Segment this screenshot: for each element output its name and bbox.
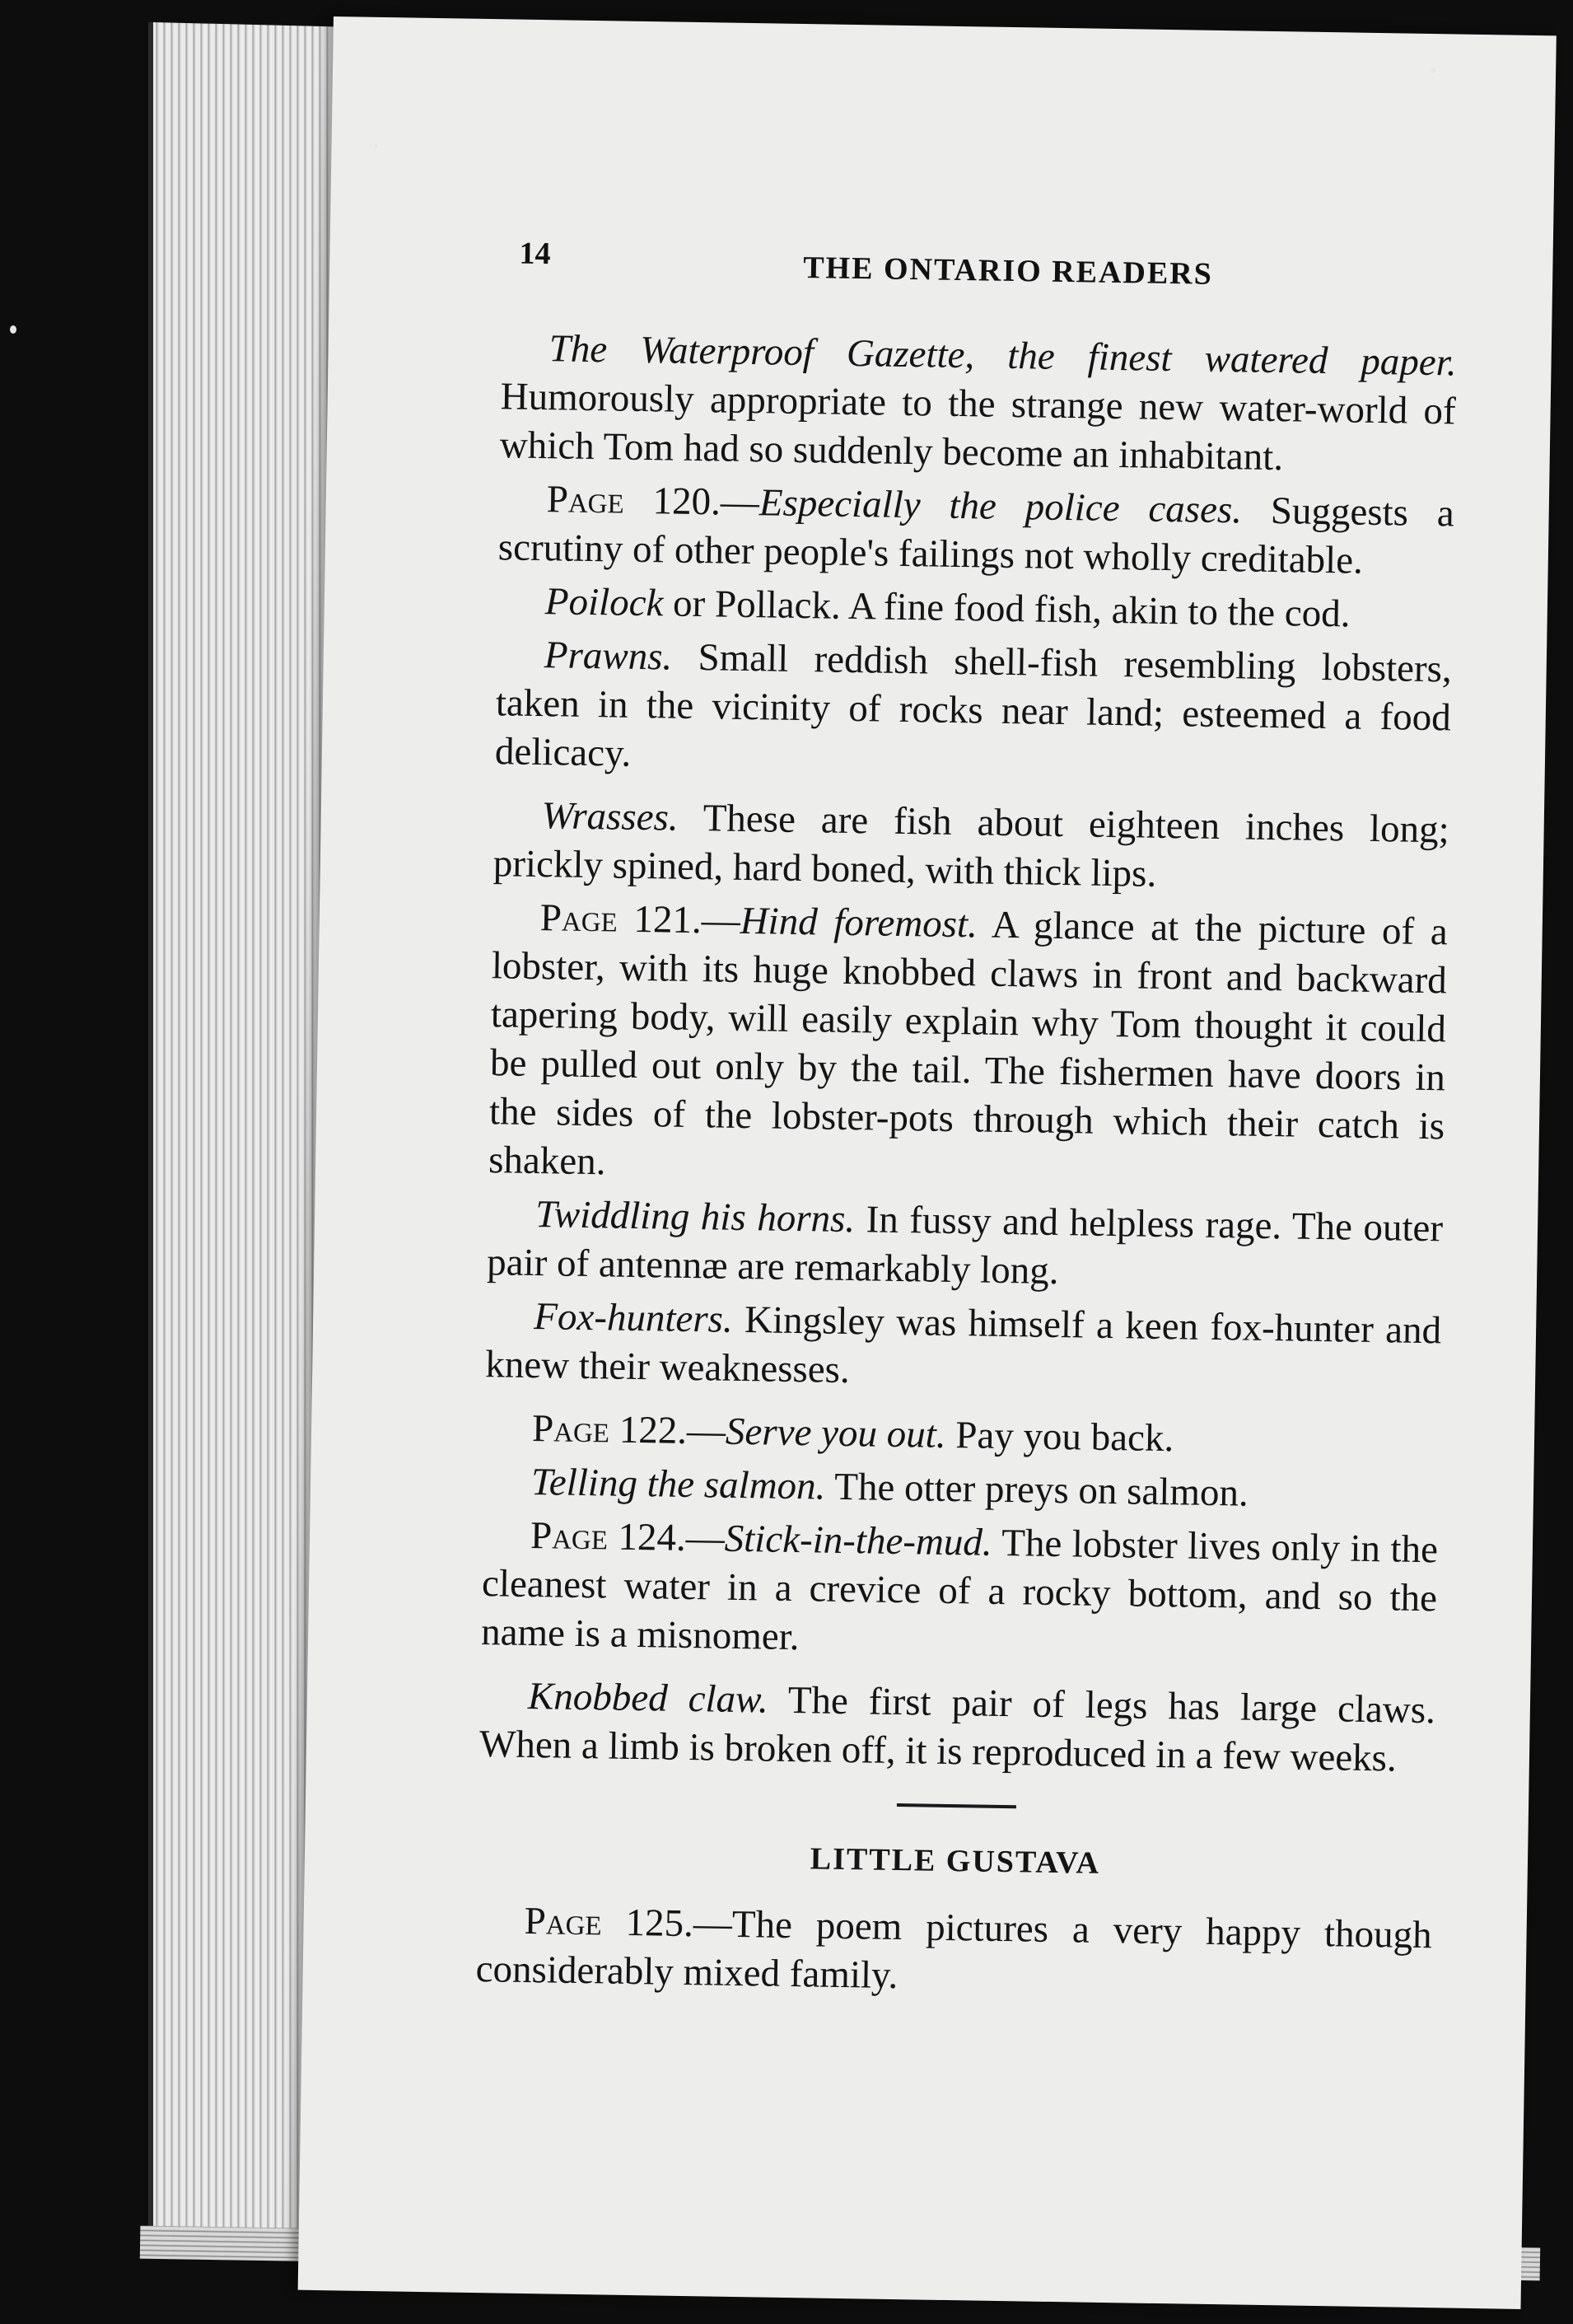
running-title: THE ONTARIO READERS — [802, 250, 1214, 292]
section-text: The poem pictures a very happy though considerably mixed family. — [475, 1902, 1432, 1998]
note-text: The otter preys on salmon. — [824, 1465, 1249, 1515]
note-text: Suggests a scrutiny of other people's failings not wholly creditable. — [497, 489, 1455, 582]
note-term: Wrasses. — [541, 794, 679, 839]
note-text: In fussy and helpless rage. The outer pair of antennæ are remarkably long. — [486, 1198, 1444, 1293]
scan-speck — [375, 144, 378, 147]
note-paragraph — [497, 577, 1453, 640]
note-term: Especially the police cases. — [758, 481, 1243, 532]
note-term: The Waterproof Gazette, the finest watered paper. — [548, 327, 1457, 385]
note-paragraph — [483, 1457, 1440, 1521]
scan-speck — [10, 325, 16, 334]
note-paragraph — [485, 1292, 1442, 1404]
note-paragraph — [484, 1404, 1440, 1467]
note-paragraph — [481, 1511, 1439, 1672]
note-text: A glance at the picture of a lobster, with its huge knobbed claws in front and backward tapering body, will easily explain why Tom thought it could be pulled out only by the tail. The fishermen have doors in the sides of the lobster-pots through which their catch is shaken. — [488, 903, 1449, 1184]
book-page — [298, 16, 1557, 2309]
page-ref: Page 120.— — [546, 478, 760, 525]
page-ref: Page 122.— — [531, 1407, 726, 1453]
note-paragraph — [499, 324, 1457, 484]
page-body — [475, 324, 1457, 2013]
note-term: Prawns. — [544, 634, 673, 679]
note-text: The first pair of legs has large claws. When a limb is broken off, it is reproduced in a few weeks. — [478, 1678, 1436, 1780]
note-paragraph — [488, 893, 1448, 1199]
note-text: Humorously appropriate to the strange new water-world of which Tom had so suddenly become an inhabitant. — [499, 375, 1457, 479]
page-ref: Page 124.— — [530, 1513, 726, 1560]
section-title: LITTLE GUSTAVA — [810, 1841, 1101, 1881]
note-text: Small reddish shell-fish resembling lobsters, taken in the vicinity of rocks near land; esteemed a food delicacy. — [494, 635, 1453, 775]
note-term: Knobbed claw. — [527, 1674, 769, 1722]
note-text: Pay you back. — [945, 1413, 1174, 1461]
page-ref: Page 121.— — [539, 896, 741, 942]
section-divider — [896, 1803, 1015, 1808]
note-term: Poilock — [544, 580, 664, 625]
note-text: Kingsley was himself a keen fox-hunter and knew their weaknesses. — [484, 1298, 1442, 1392]
page-header — [519, 236, 1520, 301]
note-term: Fox-hunters. — [533, 1295, 734, 1341]
note-term: Telling the salmon. — [530, 1460, 826, 1508]
note-paragraph — [479, 1672, 1436, 1784]
page-ref: Page 125.— — [524, 1899, 733, 1946]
note-term: Hind foremost. — [740, 899, 978, 947]
note-paragraph — [492, 791, 1449, 903]
note-text: The lobster lives only in the cleanest water in a crevice of a rocky bottom, and so the name is a misnomer. — [480, 1521, 1439, 1659]
note-term: Serve you out. — [725, 1410, 946, 1457]
section-paragraph — [475, 1896, 1432, 2008]
note-paragraph — [487, 1190, 1444, 1302]
page-number: 14 — [519, 236, 551, 272]
note-term: Twiddling his horns. — [534, 1193, 856, 1241]
note-paragraph — [497, 475, 1454, 587]
note-text: or Pollack. A fine food fish, akin to the cod. — [663, 582, 1351, 636]
note-paragraph — [495, 630, 1453, 791]
note-text: These are fish about eighteen inches long; prickly spined, hard boned, with thick lips. — [492, 796, 1450, 895]
note-term: Stick-in-the-mud. — [724, 1517, 993, 1564]
scan-speck — [1431, 68, 1435, 73]
